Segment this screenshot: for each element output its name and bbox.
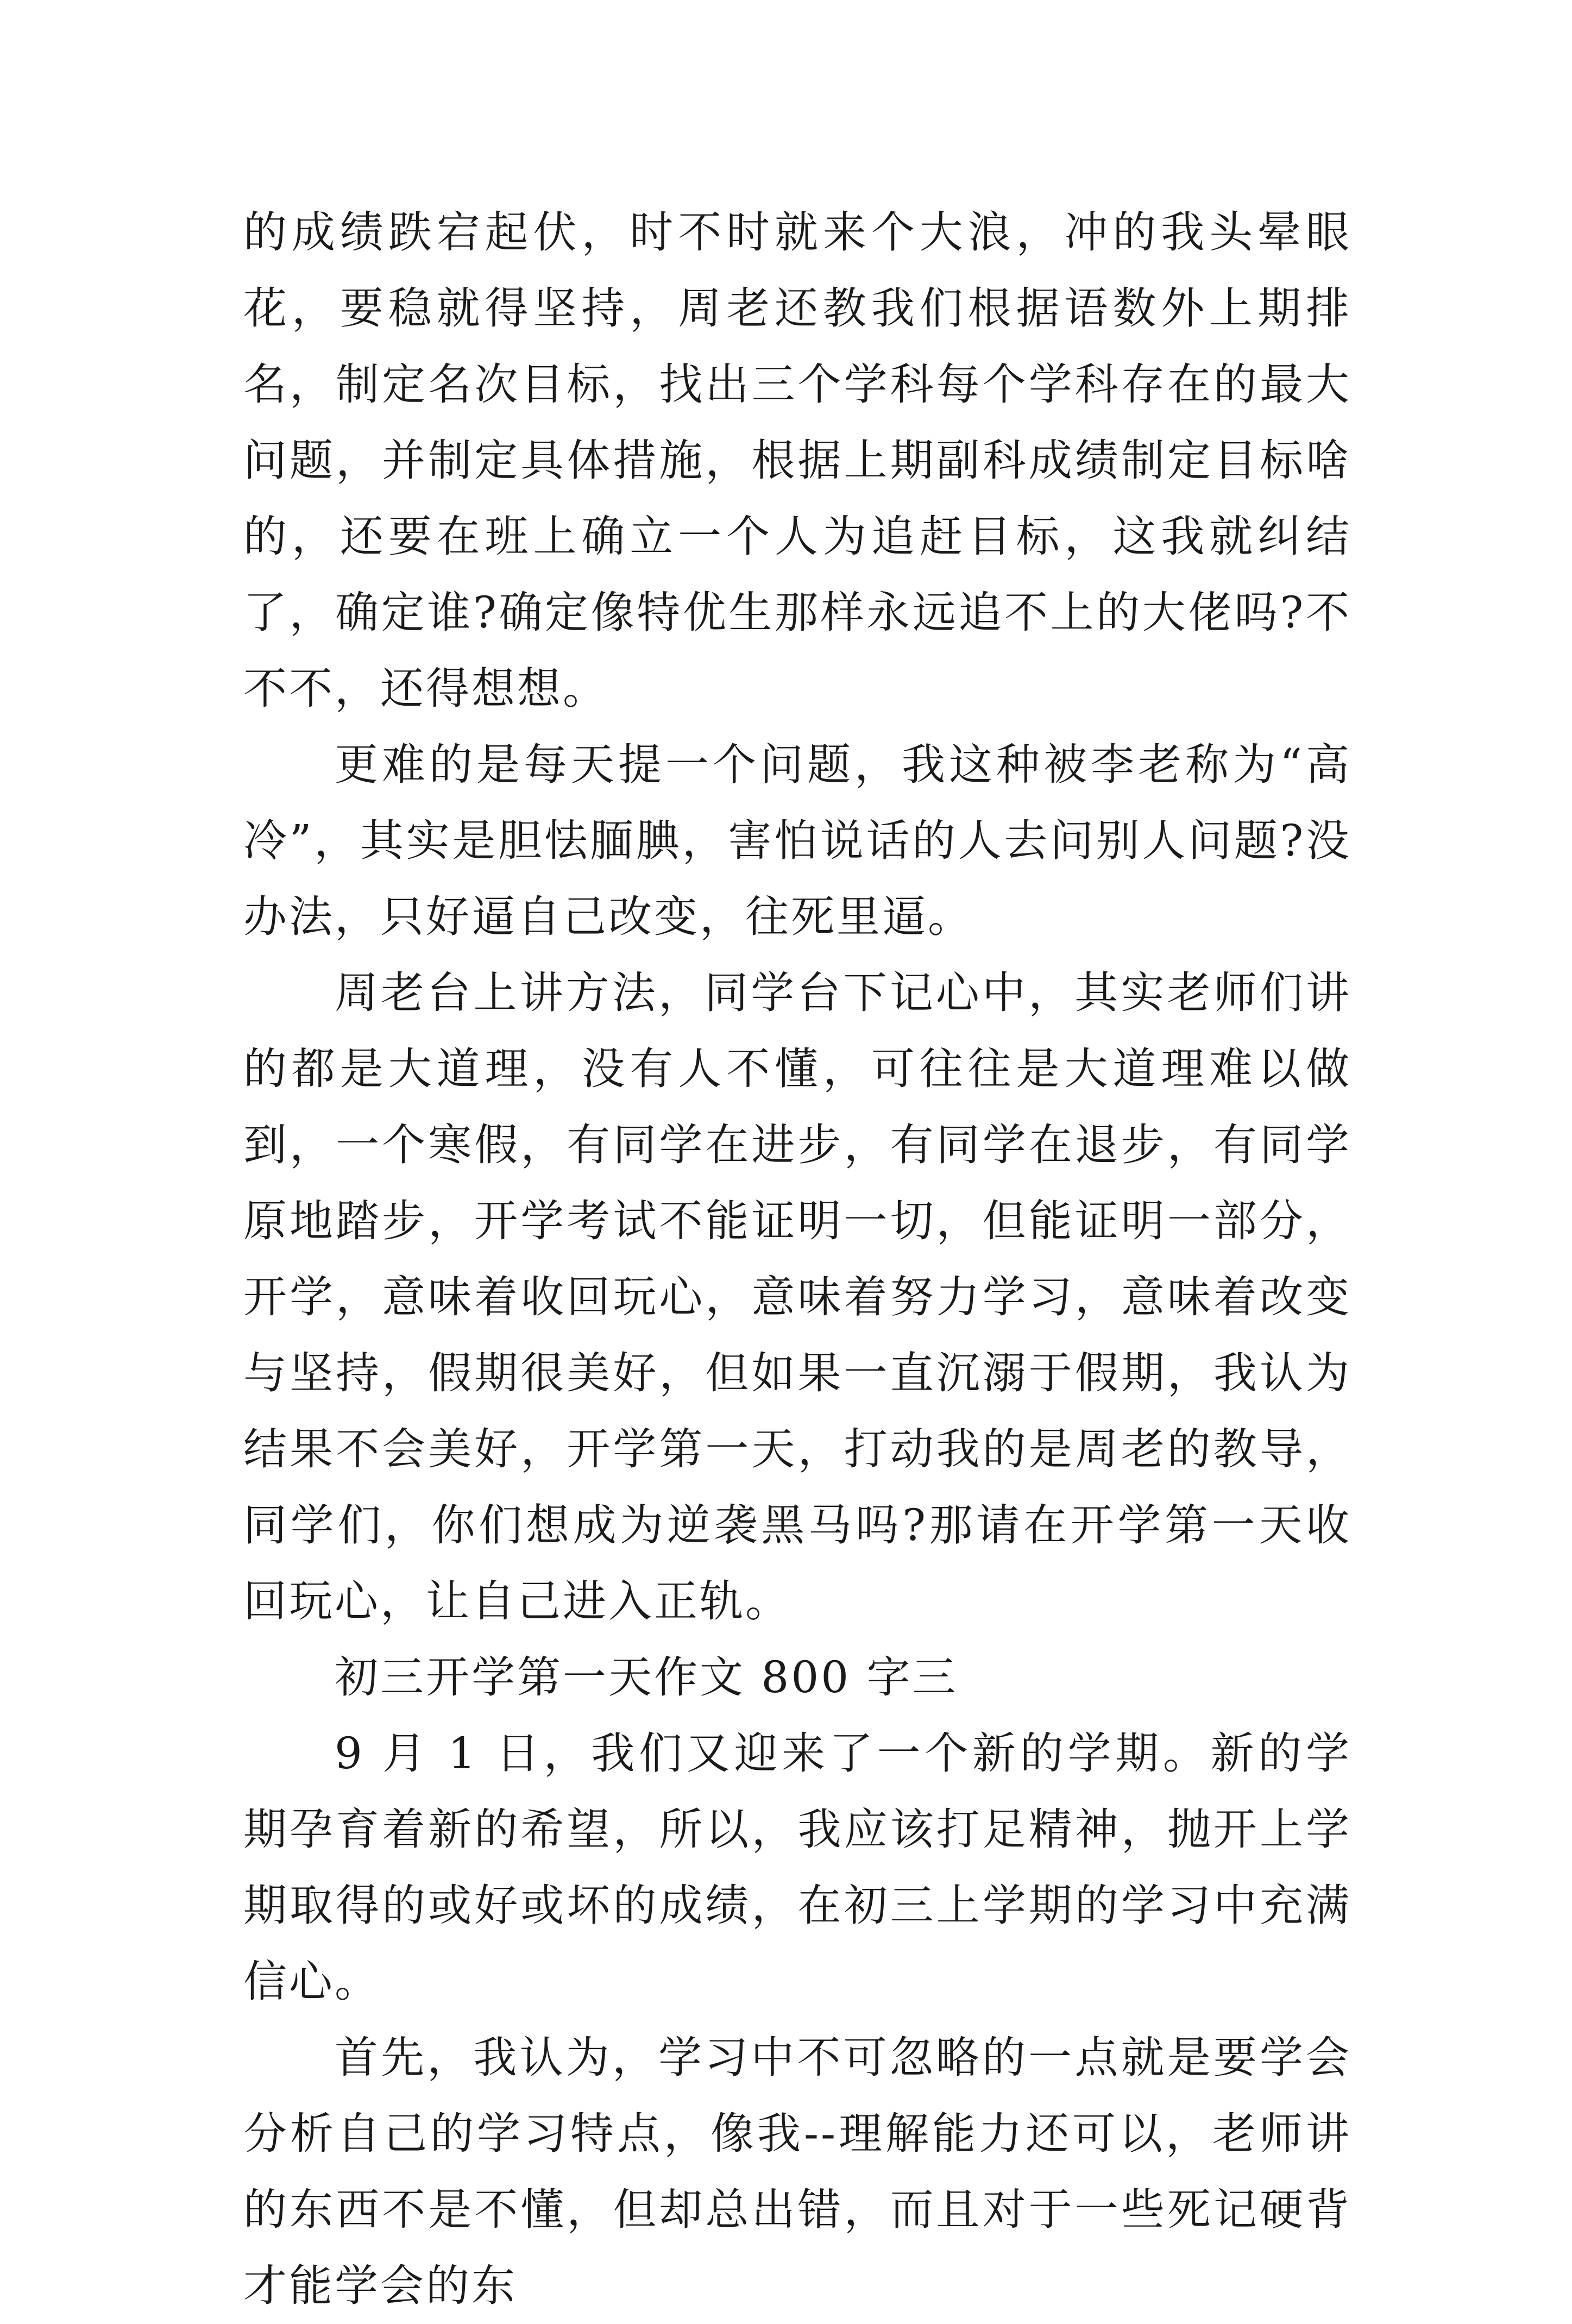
paragraph-analysis: 首先，我认为，学习中不可忽略的一点就是要学会分析自己的学习特点，像我--理解能力还可以，老师讲的东西不是不懂，但却总出错，而且对于一些死记硬背才能学会的东 <box>243 2032 1351 2311</box>
paragraph-method: 周老台上讲方法，同学台下记心中，其实老师们讲的都是大道理，没有人不懂，可往往是大道理难以做到，一个寒假，有同学在进步，有同学在退步，有同学原地踏步，开学考试不能证明一切，但能证明一部分，开学，意味着收回玩心，意味着努力学习，意味着改变与坚持，假期很美好，但如果一直沉溺于假期，我认为结果不会美好，开学第一天，打动我的是周老的教导，同学们，你们想成为逆袭黑马吗?那请在开学第一天收回玩心，让自己进入正轨。 <box>243 968 1351 1626</box>
paragraph-question: 更难的是每天提一个问题，我这种被李老称为“高冷”，其实是胆怯腼腆，害怕说话的人去问别人问题?没办法，只好逼自己改变，往死里逼。 <box>243 739 1351 942</box>
paragraph-continuation: 的成绩跌宕起伏，时不时就来个大浪，冲的我头晕眼花，要稳就得坚持，周老还教我们根据语数外上期排名，制定名次目标，找出三个学科每个学科存在的最大问题，并制定具体措施，根据上期副科成绩制定目标啥的，还要在班上确立一个人为追赶目标，这我就纠结了，确定谁?确定像特优生那样永远追不上的大佬吗?不不不，还得想想。 <box>243 207 1351 714</box>
section-heading: 初三开学第一天作文 800 字三 <box>335 1652 958 1703</box>
document-body <box>243 194 1351 2324</box>
paragraph-new-term: 9 月 1 日，我们又迎来了一个新的学期。新的学期孕育着新的希望，所以，我应该打足精神，抛开上学期取得的或好或坏的成绩，在初三上学期的学习中充满信心。 <box>243 1728 1351 2007</box>
